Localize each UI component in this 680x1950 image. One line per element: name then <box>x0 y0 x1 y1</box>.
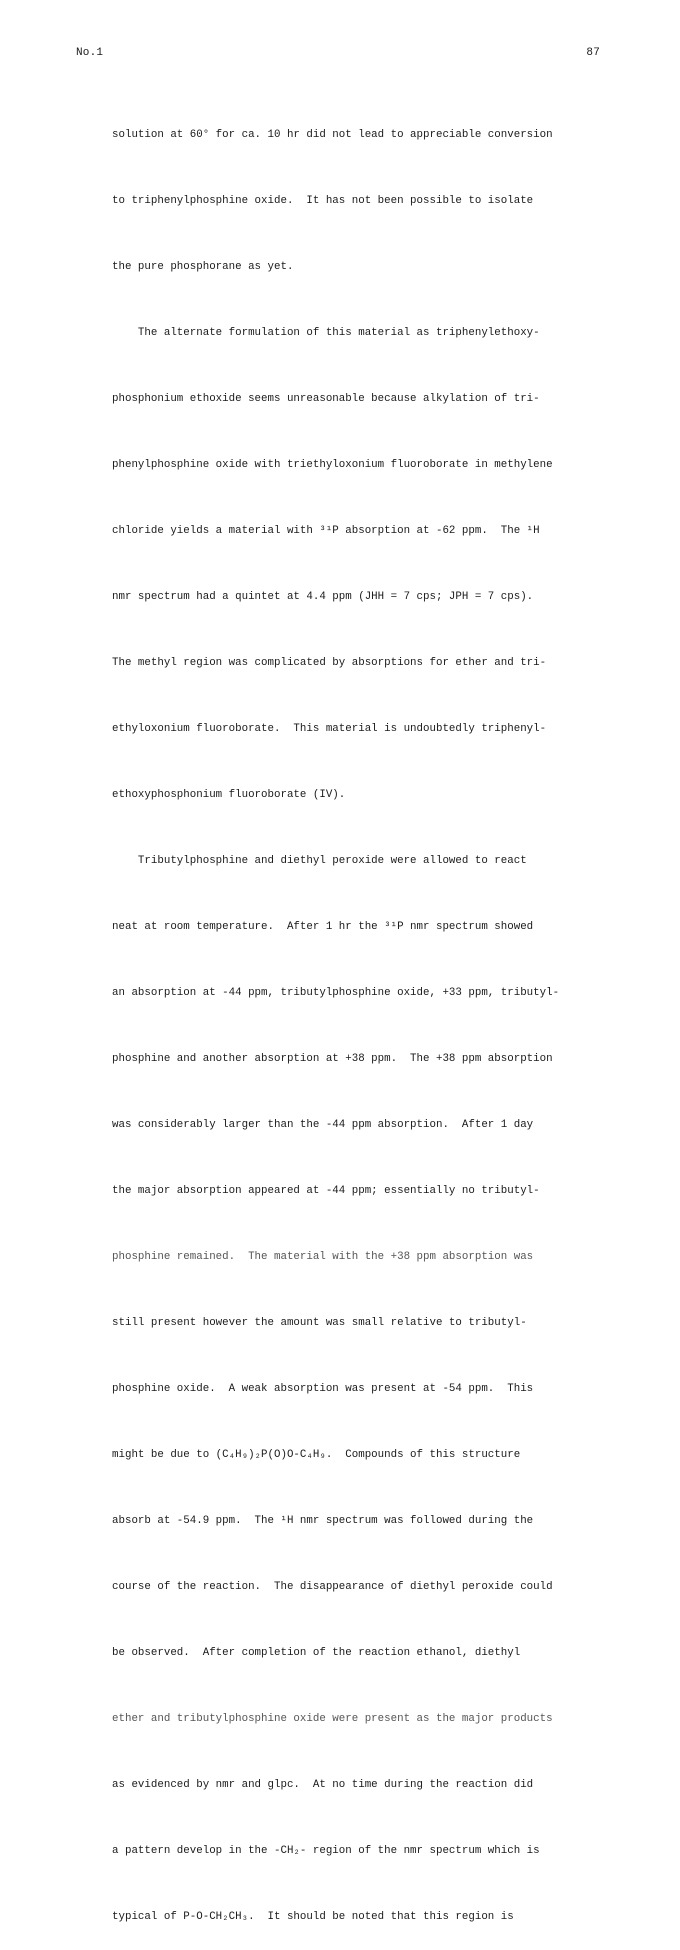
text-line: the major absorption appeared at -44 ppm; essentially no tributyl- <box>112 1185 540 1197</box>
body-text <box>112 80 582 1950</box>
text-line: an absorption at -44 ppm, tributylphosphine oxide, +33 ppm, tributyl- <box>112 987 560 999</box>
text-line: chloride yields a material with ³¹P absorption at -62 ppm. The ¹H <box>112 525 540 537</box>
journal-issue-label: No.1 <box>76 47 104 59</box>
text-line: ethoxyphosphonium fluoroborate (IV). <box>112 789 346 801</box>
text-line: The alternate formulation of this material as triphenylethoxy- <box>112 327 540 339</box>
text-line: The methyl region was complicated by absorptions for ether and tri- <box>112 657 547 669</box>
text-line: Tributylphosphine and diethyl peroxide were allowed to react <box>112 855 527 867</box>
text-line: absorb at -54.9 ppm. The ¹H nmr spectrum was followed during the <box>112 1515 534 1527</box>
text-line: ethyloxonium fluoroborate. This material is undoubtedly triphenyl- <box>112 723 547 735</box>
text-line: solution at 60° for ca. 10 hr did not lead to appreciable conversion <box>112 129 553 141</box>
text-line: as evidenced by nmr and glpc. At no time during the reaction did <box>112 1779 534 1791</box>
text-line: might be due to (C₄H₉)₂P(O)O-C₄H₉. Compounds of this structure <box>112 1449 521 1461</box>
text-line: a pattern develop in the -CH₂- region of the nmr spectrum which is <box>112 1845 540 1857</box>
text-line: nmr spectrum had a quintet at 4.4 ppm (JHH = 7 cps; JPH = 7 cps). <box>112 591 534 603</box>
text-line: phenylphosphine oxide with triethyloxonium fluoroborate in methylene <box>112 459 553 471</box>
text-line: to triphenylphosphine oxide. It has not been possible to isolate <box>112 195 534 207</box>
text-line: course of the reaction. The disappearance of diethyl peroxide could <box>112 1581 553 1593</box>
text-line: the pure phosphorane as yet. <box>112 261 294 273</box>
text-line: phosphonium ethoxide seems unreasonable because alkylation of tri- <box>112 393 540 405</box>
text-line: neat at room temperature. After 1 hr the ³¹P nmr spectrum showed <box>112 921 534 933</box>
text-line: ether and tributylphosphine oxide were present as the major products <box>112 1713 553 1725</box>
text-line: was considerably larger than the -44 ppm absorption. After 1 day <box>112 1119 534 1131</box>
text-line: phosphine and another absorption at +38 ppm. The +38 ppm absorption <box>112 1053 553 1065</box>
text-line: phosphine oxide. A weak absorption was present at -54 ppm. This <box>112 1383 534 1395</box>
page-number: 87 <box>586 47 600 59</box>
text-line: phosphine remained. The material with the +38 ppm absorption was <box>112 1251 534 1263</box>
text-line: be observed. After completion of the reaction ethanol, diethyl <box>112 1647 521 1659</box>
text-line: still present however the amount was small relative to tributyl- <box>112 1317 527 1329</box>
text-line: typical of P-O-CH₂CH₃. It should be noted that this region is <box>112 1911 514 1923</box>
